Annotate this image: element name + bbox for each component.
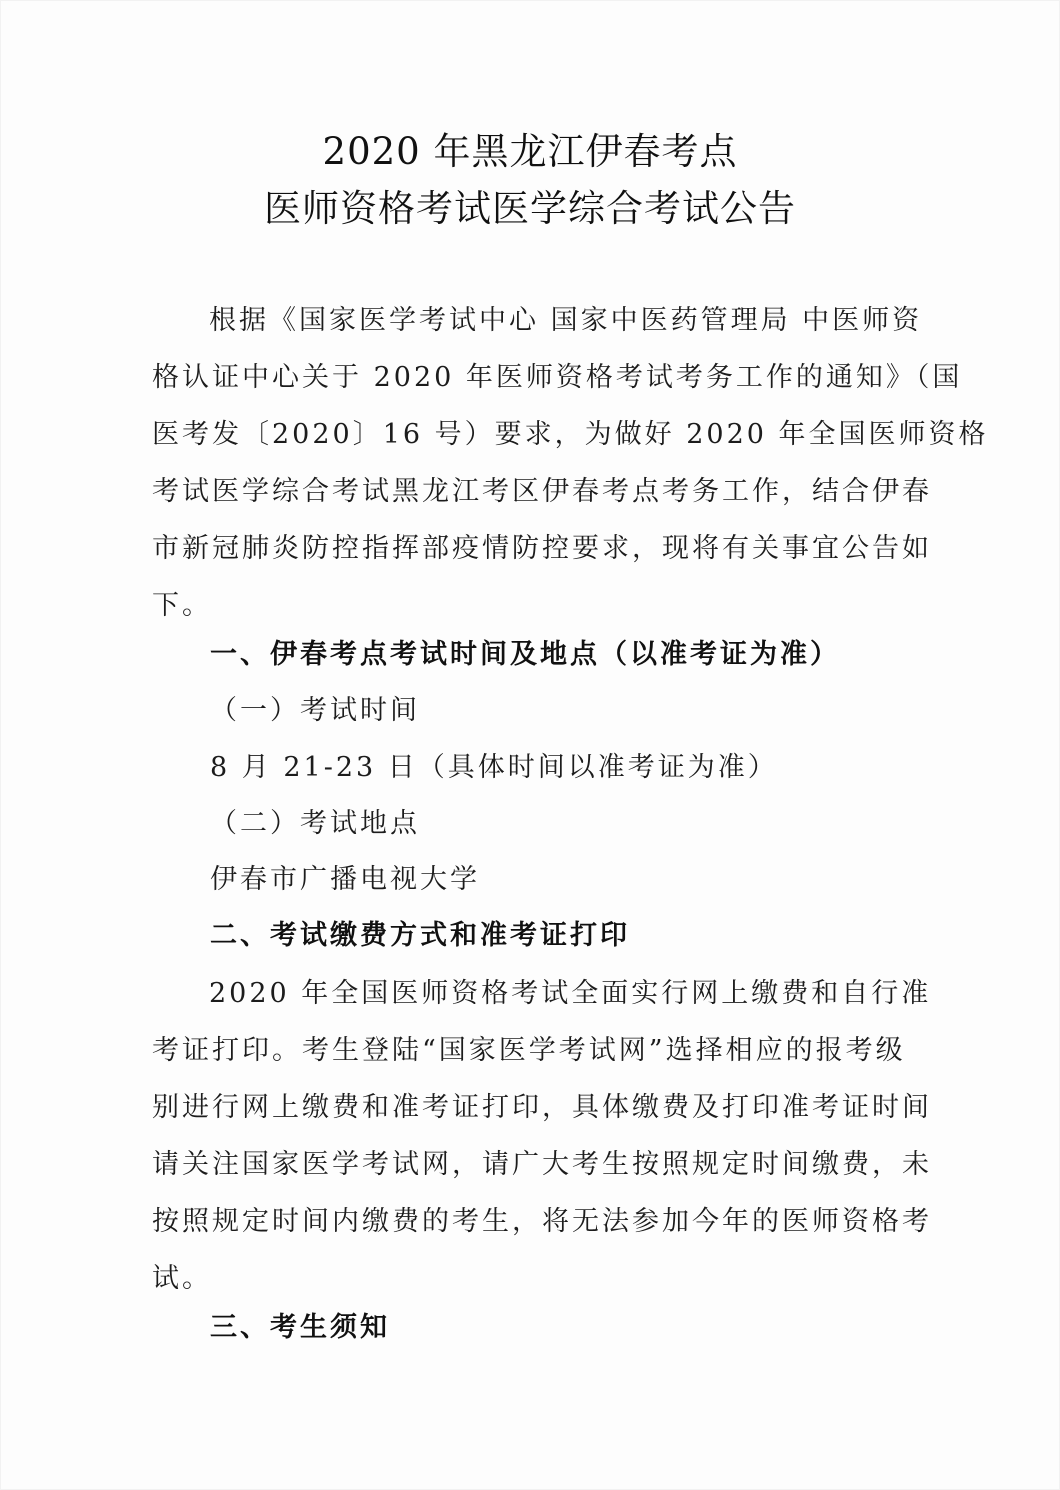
document-title-line-2: 医师资格考试医学综合考试公告 [264,187,796,230]
intro-line-6: 下。 [152,590,212,621]
section-2-line-2: 考证打印。考生登陆“国家医学考试网”选择相应的报考级 [152,1035,906,1066]
section-1-sub-2-heading: （二）考试地点 [210,808,420,839]
section-2-line-3: 别进行网上缴费和准考证打印，具体缴费及打印准考证时间 [152,1092,932,1123]
section-2-line-1: 2020 年全国医师资格考试全面实行网上缴费和自行准 [209,978,932,1009]
section-2-line-4: 请关注国家医学考试网，请广大考生按照规定时间缴费，未 [152,1149,932,1180]
intro-line-2: 格认证中心关于 2020 年医师资格考试考务工作的通知》（国 [152,362,963,393]
section-2-line-5: 按照规定时间内缴费的考生，将无法参加今年的医师资格考 [152,1206,932,1237]
section-1-heading: 一、伊春考点考试时间及地点（以准考证为准） [210,639,840,670]
exam-location-text: 伊春市广播电视大学 [210,864,480,895]
document-title-line-1: 2020 年黑龙江伊春考点 [322,130,738,173]
section-2-heading: 二、考试缴费方式和准考证打印 [210,920,630,951]
intro-line-5: 市新冠肺炎防控指挥部疫情防控要求，现将有关事宜公告如 [152,533,932,564]
intro-line-4: 考试医学综合考试黑龙江考区伊春考点考务工作，结合伊春 [152,476,932,507]
intro-paragraph [152,292,989,634]
section-3-heading: 三、考生须知 [210,1312,390,1343]
section-2-line-6: 试。 [152,1263,212,1294]
intro-line-3: 医考发〔2020〕16 号）要求，为做好 2020 年全国医师资格 [152,419,989,450]
exam-time-text: 8 月 21-23 日（具体时间以准考证为准） [210,752,778,783]
section-1-sub-1-heading: （一）考试时间 [210,695,420,726]
intro-line-1: 根据《国家医学考试中心 国家中医药管理局 中医师资 [209,305,923,336]
section-2-paragraph [152,965,932,1307]
